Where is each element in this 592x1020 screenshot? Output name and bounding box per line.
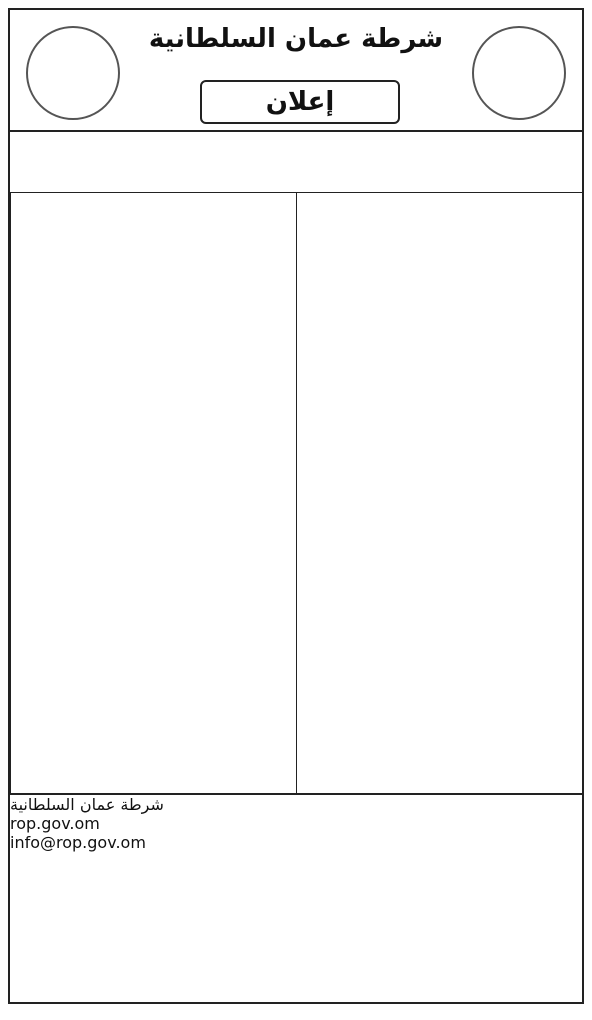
page-title: شرطة عمان السلطانية bbox=[148, 24, 444, 54]
roster-table bbox=[10, 193, 582, 795]
announcement-banner: إعلان bbox=[200, 80, 400, 124]
roster-column-right bbox=[296, 193, 582, 793]
roster-column-left bbox=[10, 193, 296, 793]
footer-org: شرطة عمان السلطانية bbox=[10, 795, 164, 814]
intro-text bbox=[10, 132, 582, 193]
police-emblem-icon bbox=[472, 26, 566, 120]
footer bbox=[10, 795, 582, 995]
notice-page bbox=[8, 8, 584, 1004]
footer-email[interactable]: info@rop.gov.om bbox=[10, 833, 146, 852]
footer-site[interactable]: rop.gov.om bbox=[10, 814, 100, 833]
header bbox=[10, 10, 582, 132]
